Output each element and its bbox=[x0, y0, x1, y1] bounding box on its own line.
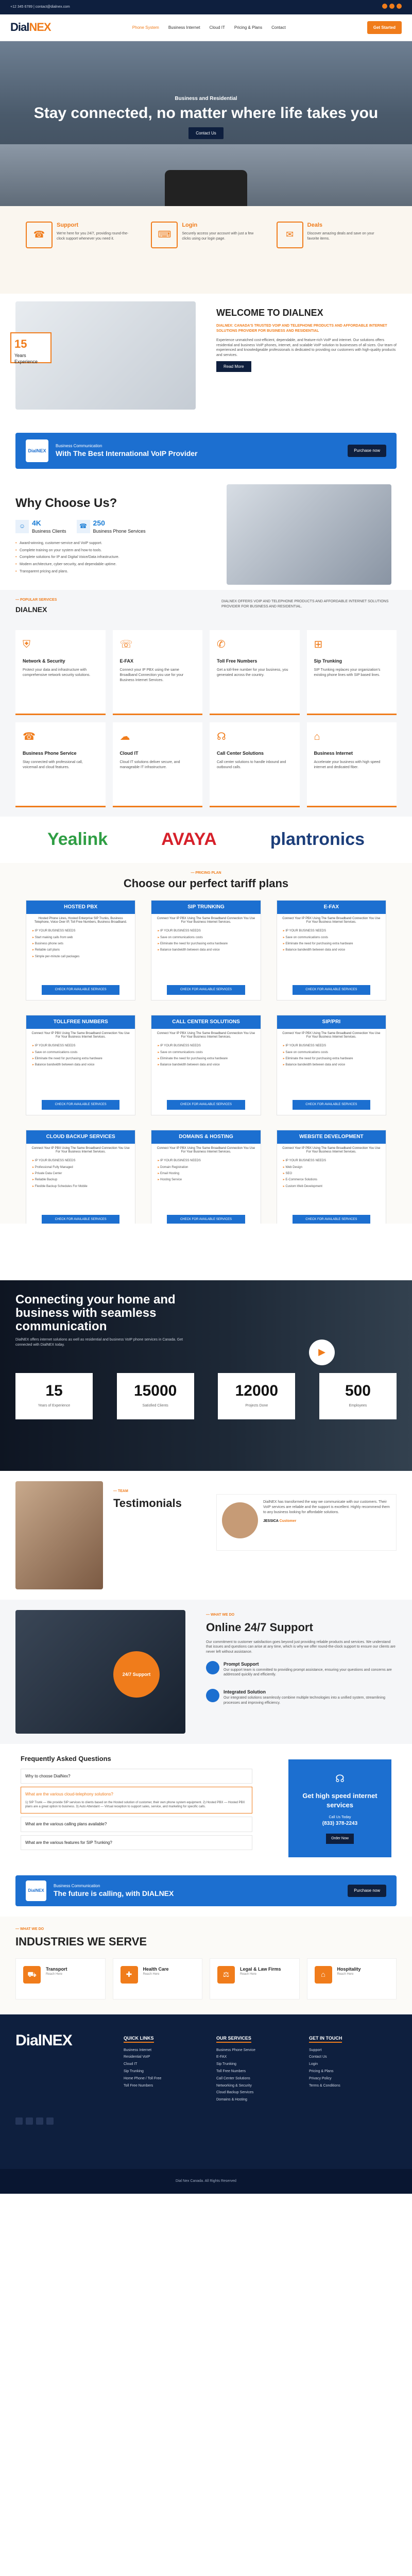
plan-feature: ▸ Save on communications costs bbox=[26, 1049, 135, 1056]
check-availability-button[interactable]: CHECK FOR AVAILABLE SERVICES bbox=[167, 1215, 245, 1224]
footer-link[interactable]: Business Phone Service bbox=[216, 2048, 255, 2052]
services-desc: DIALNEX OFFERS VOIP AND TELEPHONE PRODUCTS AND AFFORDABLE INTERNET SOLUTIONS PROVIDER FOR BUSINESS AND RESIDENTIAL. bbox=[221, 600, 389, 608]
plan-feature: ▸ Eliminate the need for purchasing extra hardware bbox=[26, 1056, 135, 1062]
plan-feature: ▸ IP YOUR BUSINESS NEEDS bbox=[151, 1043, 260, 1049]
footer-link[interactable]: Privacy Policy bbox=[309, 2076, 332, 2080]
banner-logo: DialNEX bbox=[26, 1880, 46, 1901]
testimonial-image bbox=[15, 1481, 103, 1589]
footer-link[interactable]: Terms & Conditions bbox=[309, 2083, 340, 2088]
plan-feature: ▸ Domain Registration bbox=[151, 1164, 260, 1171]
welcome-title: WELCOME TO DIALNEX bbox=[216, 308, 323, 318]
hero-contact-button[interactable]: Contact Us bbox=[188, 127, 224, 139]
connect-section bbox=[0, 1280, 412, 1471]
welcome-section bbox=[0, 294, 412, 422]
plan-feature: ▸ Reliable call plans bbox=[26, 947, 135, 953]
help-title: Get high speed internet services bbox=[302, 1792, 377, 1809]
topbar bbox=[0, 0, 412, 14]
footer-link[interactable]: Sip Trunking bbox=[124, 2069, 144, 2073]
plan-feature: ▸ Hosting Service bbox=[151, 1177, 260, 1183]
hotel-icon: ⌂ bbox=[315, 1966, 332, 1984]
nav-phone-system[interactable]: Phone System bbox=[132, 25, 159, 30]
plan-desc: Connect Your IP PBX Using The Same Broadband Connection You Use For Your Business Internet Services. bbox=[31, 1031, 130, 1039]
plan-feature: ▸ Eliminate the need for purchasing extra hardware bbox=[151, 941, 260, 947]
plan-feature: ▸ IP YOUR BUSINESS NEEDS bbox=[151, 928, 260, 934]
tariff-plans bbox=[0, 863, 412, 1224]
purchase-now-button[interactable]: Purchase now bbox=[348, 1885, 386, 1896]
industry-card[interactable]: ⚖ Legal & Law Firms Reach Here bbox=[210, 1958, 300, 1999]
footer-link[interactable]: E-FAX bbox=[216, 2055, 227, 2059]
footer-link[interactable]: Toll Free Numbers bbox=[216, 2069, 246, 2073]
plan-card bbox=[151, 1015, 261, 1115]
features-strip bbox=[0, 206, 412, 294]
facebook-icon[interactable] bbox=[382, 4, 387, 9]
why-title: Why Choose Us? bbox=[15, 496, 117, 510]
footer-link[interactable]: Support bbox=[309, 2048, 322, 2052]
plan-desc: Connect Your IP PBX Using The Same Broadband Connection You Use For Your Business Internet Services. bbox=[157, 917, 255, 924]
footer-link[interactable]: Toll Free Numbers bbox=[124, 2083, 153, 2088]
plan-feature: ▸ Flexible Backup Schedules For Mobile bbox=[26, 1183, 135, 1190]
feature-text: Securely access your account with just a few clicks using our login page. bbox=[182, 232, 254, 241]
plan-title: TOLLFREE NUMBERS bbox=[26, 1015, 135, 1029]
twitter-icon[interactable] bbox=[26, 2117, 33, 2125]
support-icon: ☎ bbox=[26, 222, 53, 248]
check-availability-button[interactable]: CHECK FOR AVAILABLE SERVICES bbox=[167, 1100, 245, 1109]
plan-feature: ▸ IP YOUR BUSINESS NEEDS bbox=[26, 1158, 135, 1164]
industries-tag: — WHAT WE DO bbox=[15, 1927, 44, 1931]
network-icon: ⊞ bbox=[314, 639, 323, 651]
plan-desc: Connect Your IP PBX Using The Same Broadband Connection You Use For Your Business Internet Services. bbox=[157, 1146, 255, 1154]
phone-icon: ✆ bbox=[217, 639, 226, 651]
footer-contact bbox=[309, 2035, 342, 2090]
faq-title: Frequently Asked Questions bbox=[21, 1755, 111, 1762]
users-icon: ☺ bbox=[15, 520, 29, 533]
hero-subtitle: Business and Residential bbox=[175, 96, 237, 101]
testimonials-section bbox=[0, 1471, 412, 1600]
plan-feature: ▸ Business phone sets bbox=[26, 941, 135, 947]
brand-yealink-logo: Yealink bbox=[47, 829, 108, 850]
plan-title: CLOUD BACKUP SERVICES bbox=[26, 1130, 135, 1144]
list-item: • Complete solutions for IP and Digital Voice/Data infrastructure. bbox=[15, 555, 185, 560]
why-image bbox=[227, 484, 391, 585]
footer-link[interactable]: Cloud IT bbox=[124, 2062, 138, 2066]
help-phone[interactable]: (833) 378-2243 bbox=[322, 1821, 358, 1827]
service-card[interactable]: ☊ Call Center Solutions Call center solutions to handle inbound and outbound calls. bbox=[210, 722, 300, 807]
support-title: Online 24/7 Support bbox=[206, 1620, 313, 1634]
building-icon: ⌂ bbox=[314, 731, 320, 743]
login-icon: ⌨ bbox=[151, 222, 178, 248]
feature-text: Discover amazing deals and save on your favorite items. bbox=[307, 232, 374, 241]
stat-card: 15000 Satisfied Clients bbox=[117, 1373, 194, 1419]
headset-icon: ☊ bbox=[217, 731, 226, 743]
support-text: Our commitment to customer satisfaction goes beyond just providing reliable products and services. We understand that issues and questions can arise at any time, which is why we offer round-the-clock support to ensure our clients are never left without assistance. bbox=[206, 1640, 396, 1654]
years-badge: 15 Years Experience bbox=[10, 332, 52, 363]
nav-pricing[interactable]: Pricing & Plans bbox=[234, 25, 263, 30]
plan-card bbox=[26, 1015, 135, 1115]
connect-title: Connecting your home and business with seamless communication bbox=[15, 1293, 176, 1333]
brand-avaya-logo: AVAYA bbox=[161, 829, 217, 850]
plan-feature: ▸ Custom Web Development bbox=[277, 1183, 386, 1190]
footer-link[interactable]: Contact Us bbox=[309, 2055, 327, 2059]
linkedin-icon[interactable] bbox=[36, 2117, 43, 2125]
banner-small: Business Communication bbox=[54, 1883, 100, 1888]
feature-support[interactable] bbox=[26, 222, 135, 248]
plan-card bbox=[26, 900, 135, 1001]
check-availability-button[interactable]: CHECK FOR AVAILABLE SERVICES bbox=[42, 1215, 119, 1224]
hero-phone-image bbox=[165, 170, 247, 206]
purchase-now-button[interactable]: Purchase now bbox=[348, 445, 386, 456]
plan-feature: ▸ Reliable Backup bbox=[26, 1177, 135, 1183]
nav-business-internet[interactable]: Business Internet bbox=[168, 25, 200, 30]
support-tag: — WHAT WE DO bbox=[206, 1613, 235, 1617]
plan-title: SIP TRUNKING bbox=[151, 901, 260, 914]
plan-desc: Connect Your IP PBX Using The Same Broadband Connection You Use For Your Business Internet Services. bbox=[282, 917, 381, 924]
linkedin-icon[interactable] bbox=[397, 4, 402, 9]
plan-title: SIP/PRI bbox=[277, 1015, 386, 1029]
plan-feature: ▸ Balance bandwidth between data and voice bbox=[151, 947, 260, 953]
plan-card bbox=[151, 900, 261, 1001]
feature-deals[interactable] bbox=[277, 222, 386, 248]
faq-section bbox=[0, 1744, 412, 1870]
stat-card: 12000 Projects Done bbox=[218, 1373, 295, 1419]
footer-social bbox=[15, 2117, 54, 2125]
support-item: Prompt Support Our support team is committed to providing prompt assistance, ensuring your questions and concerns are addressed quickly and efficiently. bbox=[206, 1661, 397, 1684]
plan-feature: ▸ Balance bandwidth between data and voice bbox=[26, 1062, 135, 1068]
services-section bbox=[0, 590, 412, 817]
plan-feature: ▸ Web Design bbox=[277, 1164, 386, 1171]
support-section bbox=[0, 1600, 412, 1744]
service-card[interactable]: ☏ E-FAX Connect your IP PBX using the same Broadband Connection you use for your Business Internet Services. bbox=[113, 630, 203, 715]
plan-title: E-FAX bbox=[277, 901, 386, 914]
footer-col-title: QUICK LINKS bbox=[124, 2035, 154, 2043]
nav-contact[interactable]: Contact bbox=[271, 25, 286, 30]
instagram-icon[interactable] bbox=[46, 2117, 54, 2125]
plan-desc: Connect Your IP PBX Using The Same Broadband Connection You Use For Your Business Internet Services. bbox=[282, 1146, 381, 1154]
feature-title: Support bbox=[57, 222, 79, 228]
plan-feature: ▸ Save on communications costs bbox=[277, 1049, 386, 1056]
faq-item[interactable]: What are the various calling plans available? bbox=[21, 1817, 252, 1832]
order-now-button[interactable]: Order Now bbox=[326, 1834, 354, 1844]
service-card[interactable]: ☁ Cloud IT Cloud IT solutions deliver secure, and manageable IT infrastructure. bbox=[113, 722, 203, 807]
plan-feature: ▸ Start making calls from web bbox=[26, 935, 135, 941]
service-card[interactable]: ⌂ Business Internet Accelerate your business with high speed internet and dedicated fiber. bbox=[307, 722, 397, 807]
stat-clients: ☺ 4K Business Clients bbox=[15, 518, 66, 535]
footer-col-title: OUR SERVICES bbox=[216, 2035, 251, 2043]
plan-card bbox=[26, 1130, 135, 1224]
plan-feature: ▸ IP YOUR BUSINESS NEEDS bbox=[277, 928, 386, 934]
fax-icon: ☏ bbox=[119, 639, 133, 651]
tariff-title: Choose our perfect tariff plans bbox=[123, 876, 289, 890]
facebook-icon[interactable] bbox=[15, 2117, 23, 2125]
plan-card bbox=[277, 1015, 386, 1115]
plan-title: CALL CENTER SOLUTIONS bbox=[151, 1015, 260, 1029]
read-more-button[interactable]: Read More bbox=[216, 361, 251, 372]
footer-link[interactable]: Residential VoIP bbox=[124, 2055, 150, 2059]
banner-small: Business Communication bbox=[56, 443, 102, 448]
faq-item[interactable]: Why to choose DialNex? bbox=[21, 1769, 252, 1784]
spacer-band bbox=[0, 1224, 412, 1280]
list-item: • Award-winning, customer-service and VoIP support. bbox=[15, 541, 185, 546]
site-footer bbox=[0, 2014, 412, 2169]
footer-link[interactable]: Sip Trunking bbox=[216, 2062, 236, 2066]
footer-link[interactable]: Home Phone / Toll Free bbox=[124, 2076, 162, 2080]
site-logo[interactable]: DialNEX bbox=[10, 21, 51, 34]
plan-title: DOMAINS & HOSTING bbox=[151, 1130, 260, 1144]
footer-link[interactable]: Domains & Hosting bbox=[216, 2098, 247, 2102]
plan-feature: ▸ Private Data Center bbox=[26, 1171, 135, 1177]
topbar-contact: +12 345 6789 | contact@dialnex.com bbox=[10, 5, 70, 9]
truck-icon: ⛟ bbox=[23, 1966, 41, 1984]
get-started-button[interactable]: Get Started bbox=[367, 21, 402, 34]
industries-section bbox=[0, 1917, 412, 2014]
hero bbox=[0, 41, 412, 206]
list-item: • Modern architecture, cyber-security, and dependable uptime. bbox=[15, 562, 185, 567]
copyright: Dial Nex Canada. All Rights Reserved bbox=[0, 2169, 412, 2194]
hero-title: Stay connected, no matter where life takes you bbox=[33, 105, 379, 122]
connect-text: DialNEX offers internet solutions as well as residential and business VoIP phone services in Canada. Get connected with DialNEX today. bbox=[15, 1338, 183, 1347]
service-card[interactable]: ⊞ Sip Trunking SIP Trunking replaces your organization's existing phone lines with SIP based lines. bbox=[307, 630, 397, 715]
stat-services: ☎ 250 Business Phone Services bbox=[77, 518, 146, 535]
headset-icon: ☊ bbox=[335, 1773, 345, 1785]
plan-feature: ▸ Balance bandwidth between data and voice bbox=[277, 1062, 386, 1068]
footer-logo[interactable]: DialNEX bbox=[15, 2032, 72, 2049]
plan-card bbox=[277, 900, 386, 1001]
help-call-label: Call Us Today bbox=[329, 1816, 351, 1820]
welcome-lead: DIALNEX: CANADA'S TRUSTED VOIP AND TELEPHONE PRODUCTS AND AFFORDABLE INTERNET SOLUTIONS PROVIDER FOR BUSINESS AND RESIDENTIAL bbox=[216, 324, 387, 333]
service-card[interactable]: ⛨ Network & Security Protect your data and infrastructure with comprehensive network security solutions. bbox=[15, 630, 106, 715]
footer-link[interactable]: Pricing & Plans bbox=[309, 2069, 334, 2073]
stat-card: 500 Employees bbox=[319, 1373, 397, 1419]
plan-feature: ▸ Eliminate the need for purchasing extra hardware bbox=[277, 1056, 386, 1062]
promo-banner bbox=[0, 422, 412, 479]
plan-feature: ▸ IP YOUR BUSINESS NEEDS bbox=[277, 1158, 386, 1164]
phone-icon: ☎ bbox=[77, 520, 90, 533]
plan-feature: ▸ Save on communications costs bbox=[277, 935, 386, 941]
check-availability-button[interactable]: CHECK FOR AVAILABLE SERVICES bbox=[167, 985, 245, 994]
play-video-icon[interactable]: ▶ bbox=[309, 1340, 335, 1365]
check-availability-button[interactable]: CHECK FOR AVAILABLE SERVICES bbox=[42, 985, 119, 994]
promo-banner-2 bbox=[0, 1870, 412, 1917]
plan-feature: ▸ E-Commerce Solutions bbox=[277, 1177, 386, 1183]
industry-card[interactable]: ⌂ Hospitality Reach Here bbox=[307, 1958, 397, 1999]
plan-feature: ▸ Email Hosting bbox=[151, 1171, 260, 1177]
support-badge: 24/7 Support bbox=[113, 1651, 160, 1698]
integrated-solution-icon bbox=[206, 1689, 219, 1702]
industry-card[interactable]: ✚ Health Care Reach Here bbox=[113, 1958, 203, 1999]
plan-desc: Connect Your IP PBX Using The Same Broadband Connection You Use For Your Business Internet Services. bbox=[282, 1031, 381, 1039]
prompt-support-icon bbox=[206, 1661, 219, 1674]
help-card bbox=[288, 1759, 391, 1857]
plan-desc: Hosted Phone Lines, Hosted Enterprise SIP Trunks, Business Telephone, Voice Over IP, Toll Free Numbers, Business Broadband. bbox=[34, 917, 127, 924]
feature-title: Login bbox=[182, 222, 198, 228]
plan-feature: ▸ IP YOUR BUSINESS NEEDS bbox=[151, 1158, 260, 1164]
plan-desc: Connect Your IP PBX Using The Same Broadband Connection You Use For Your Business Internet Services. bbox=[157, 1031, 255, 1039]
plan-feature: ▸ SEO bbox=[277, 1171, 386, 1177]
footer-link[interactable]: Login bbox=[309, 2062, 318, 2066]
support-item: Integrated Solution Our integrated solutions seamlessly combine multiple technologies into a unified system, streamlining processes and improving efficiency. bbox=[206, 1689, 397, 1711]
list-item: • Complete training on your system and how-to tools. bbox=[15, 548, 185, 553]
plan-feature: ▸ IP YOUR BUSINESS NEEDS bbox=[277, 1043, 386, 1049]
check-availability-button[interactable]: CHECK FOR AVAILABLE SERVICES bbox=[293, 985, 370, 994]
plan-feature: ▸ IP YOUR BUSINESS NEEDS bbox=[26, 928, 135, 934]
testimonial-card bbox=[216, 1494, 397, 1551]
banner-title: The future is calling, with DIALNEX bbox=[54, 1889, 174, 1897]
nav-cloud-it[interactable]: Cloud IT bbox=[209, 25, 225, 30]
plan-feature: ▸ Eliminate the need for purchasing extra hardware bbox=[151, 1056, 260, 1062]
plan-title: HOSTED PBX bbox=[26, 901, 135, 914]
industry-card[interactable]: ⛟ Transport Reach Here bbox=[15, 1958, 106, 1999]
plan-feature: ▸ Balance bandwidth between data and voice bbox=[151, 1062, 260, 1068]
industries-title: INDUSTRIES WE SERVE bbox=[15, 1935, 147, 1948]
welcome-text: Experience unmatched cost-efficient, dependable, and feature-rich VoIP and internet. Our solutions offers residential and business VoIP phones, internet, and scalable VoIP solution to businesses of all sizes. Our team of experienced and knowledgeable professionals is dedicated to providing our customers with high-quality products and services. bbox=[216, 338, 397, 358]
faq-item[interactable]: What are the various cloud-telephony solutions? 1) SIP Trunk — We provide SIP services to clients based on the Hosted solution of customer, their own phone system equipment. 2) Hosted PBX — Hosted PBX plans are a great option to business. 3) Auto Attendant — Virtual reception to support sales, service, and marketing for specific calls. bbox=[21, 1787, 252, 1814]
plan-feature: ▸ Save on communications costs bbox=[151, 1049, 260, 1056]
plan-feature: ▸ IP YOUR BUSINESS NEEDS bbox=[26, 1043, 135, 1049]
scale-icon: ⚖ bbox=[217, 1966, 235, 1984]
plan-feature: ▸ Simple per-minute call packages bbox=[26, 954, 135, 960]
brand-logos bbox=[0, 817, 412, 863]
testimonial-quote: DialNEX has transformed the way we communicate with our customers. Their VoIP services are reliable and the support is excellent. Highly recommend them to any business looking for affordable solutions. bbox=[263, 1500, 390, 1514]
testimonials-tag: — TEAM bbox=[113, 1489, 128, 1493]
footer-link[interactable]: Cloud Backup Services bbox=[216, 2091, 254, 2095]
brand-plantronics-logo: plantronics bbox=[270, 829, 365, 850]
plan-grid bbox=[26, 900, 386, 1224]
why-choose-us bbox=[0, 479, 412, 590]
plan-desc: Connect Your IP PBX Using The Same Broadband Connection You Use For Your Business Internet Services. bbox=[31, 1146, 130, 1154]
tariff-tag: — PRICING PLAN bbox=[191, 871, 221, 875]
telephone-icon: ☎ bbox=[23, 731, 36, 743]
check-availability-button[interactable]: CHECK FOR AVAILABLE SERVICES bbox=[293, 1100, 370, 1109]
banner-title: With The Best International VoIP Provider bbox=[56, 449, 198, 457]
avatar bbox=[222, 1502, 258, 1538]
testimonial-role: Customer bbox=[279, 1519, 297, 1523]
banner-logo: DialNEX bbox=[26, 439, 48, 462]
plan-feature: ▸ Save on communications costs bbox=[151, 935, 260, 941]
shield-icon: ⛨ bbox=[23, 639, 30, 651]
footer-link[interactable]: Networking & Security bbox=[216, 2083, 252, 2088]
check-availability-button[interactable]: CHECK FOR AVAILABLE SERVICES bbox=[293, 1215, 370, 1224]
main-nav bbox=[132, 25, 286, 30]
feature-text: We're here for you 24/7, providing round-the-clock support whenever you need it. bbox=[57, 232, 129, 241]
footer-col-title: GET IN TOUCH bbox=[309, 2035, 342, 2043]
faq-item[interactable]: What are the various features for SIP Trunking? bbox=[21, 1835, 252, 1850]
services-title: DIALNEX bbox=[15, 605, 47, 614]
plan-feature: ▸ Eliminate the need for purchasing extra hardware bbox=[277, 941, 386, 947]
footer-link[interactable]: Business Internet bbox=[124, 2048, 152, 2052]
plan-feature: ▸ Professional Fully Managed bbox=[26, 1164, 135, 1171]
testimonials-title: Testimonials bbox=[113, 1497, 182, 1510]
cloud-icon: ☁ bbox=[119, 731, 130, 743]
footer-link[interactable]: Call Center Solutions bbox=[216, 2076, 250, 2080]
feature-title: Deals bbox=[307, 222, 323, 228]
support-image bbox=[15, 1610, 185, 1734]
health-icon: ✚ bbox=[121, 1966, 138, 1984]
footer-quick-links bbox=[124, 2035, 161, 2090]
topbar-social bbox=[380, 4, 402, 11]
plan-card bbox=[151, 1130, 261, 1224]
plan-card bbox=[277, 1130, 386, 1224]
services-tag: — POPULAR SERVICES bbox=[15, 598, 57, 602]
check-availability-button[interactable]: CHECK FOR AVAILABLE SERVICES bbox=[42, 1100, 119, 1109]
list-item: • Transparent pricing and plans. bbox=[15, 569, 185, 574]
feature-login[interactable] bbox=[151, 222, 261, 248]
twitter-icon[interactable] bbox=[389, 4, 394, 9]
plan-feature: ▸ Balance bandwidth between data and voice bbox=[277, 947, 386, 953]
service-card[interactable]: ✆ Toll Free Numbers Get a toll-free number for your business, you generated across the country. bbox=[210, 630, 300, 715]
deals-icon: ✉ bbox=[277, 222, 303, 248]
footer-services bbox=[216, 2035, 255, 2105]
service-card[interactable]: ☎ Business Phone Service Stay connected with professional call, voicemail and cloud features. bbox=[15, 722, 106, 807]
why-list bbox=[15, 541, 185, 574]
plan-title: WEBSITE DEVELOPMENT bbox=[277, 1130, 386, 1144]
testimonial-name: JESSICA bbox=[263, 1519, 279, 1523]
site-header bbox=[0, 14, 412, 41]
stat-card: 15 Years of Experience bbox=[15, 1373, 93, 1419]
